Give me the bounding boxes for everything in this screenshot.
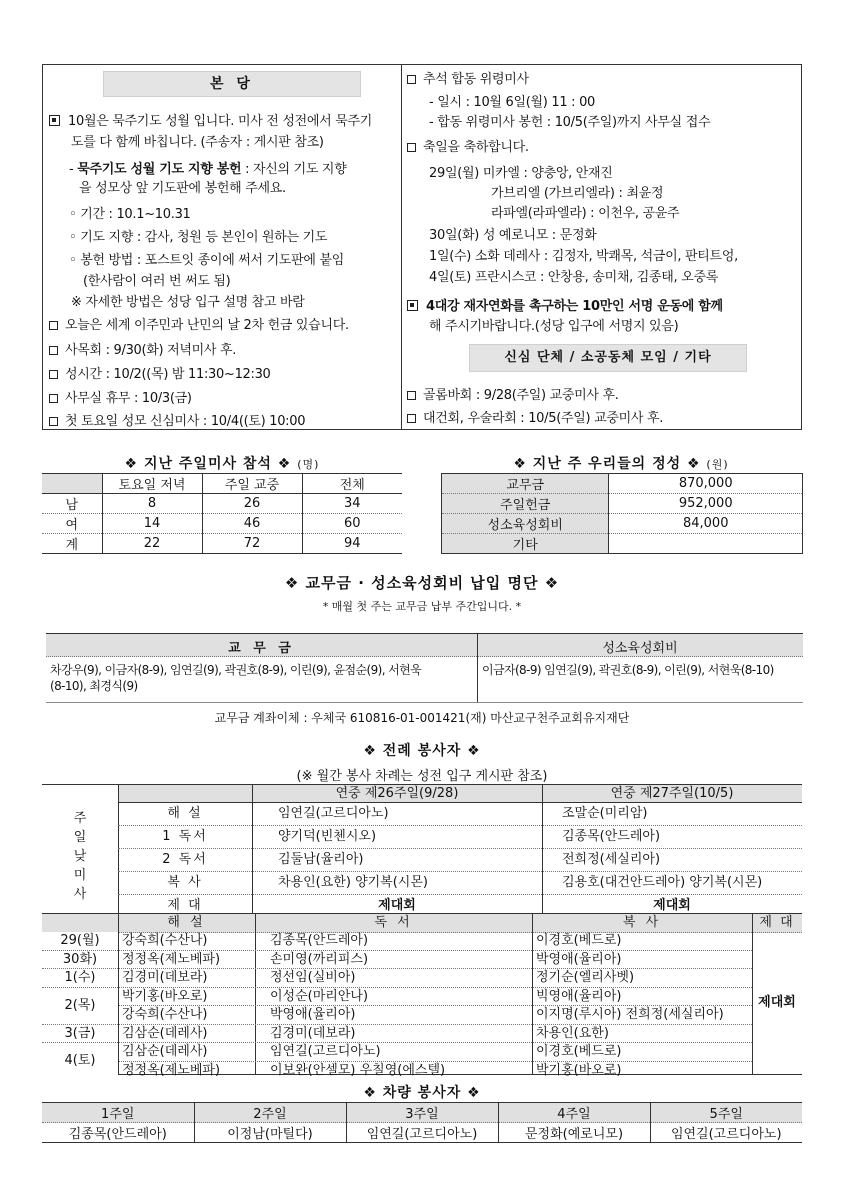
- reader: 김종목(안드레아): [270, 933, 369, 948]
- offerings-table: [441, 473, 803, 554]
- week2-server: 전희정(세실리아): [562, 852, 661, 867]
- role-label: 제 대: [167, 898, 203, 913]
- commentator: 김삼순(데레사): [122, 1044, 208, 1059]
- day-label: 2(목): [42, 988, 118, 1023]
- week2-server: 김용호(대건안드레아) 양기복(시몬): [562, 875, 763, 890]
- weekday-row: [42, 1025, 752, 1044]
- account-info: 교무금 계좌이체 : 우체국 610816-01-001421(재) 마산교구천주교회유지재단: [214, 711, 630, 725]
- header-cell: 전체: [302, 474, 402, 494]
- role-label: 해 설: [167, 806, 203, 821]
- filled-square-bullet-icon: [407, 300, 418, 311]
- method-text-line2: (한사람이 여러 번 써도 됨): [83, 274, 231, 289]
- drivers-table: [42, 1102, 802, 1143]
- server: 박기홍(바오로): [536, 1062, 622, 1078]
- reader: 이성순(마리안나): [270, 988, 369, 1004]
- square-bullet-icon: [49, 417, 58, 426]
- table-row: 남 8 26 34: [42, 494, 402, 514]
- feast-line: 30일(화) 성 예로니모 : 문정화: [429, 228, 597, 243]
- day-label: 29(월): [42, 932, 118, 950]
- week-header: 연중 제27주일(10/5): [610, 786, 734, 801]
- weekday-row: [42, 969, 752, 988]
- week1-server: 제대회: [378, 898, 416, 913]
- square-bullet-icon: [49, 370, 58, 379]
- server: 박영애(율리아): [536, 951, 622, 967]
- adoration-notice: 성시간 : 10/2((목) 밤 11:30~12:30: [49, 364, 271, 385]
- reader: 손미영(까리피스): [270, 951, 369, 967]
- square-bullet-icon: [407, 414, 416, 423]
- detail-note: ※ 자세한 방법은 성당 입구 설명 참고 바람: [71, 295, 305, 310]
- header-cell: 주일 교중: [202, 474, 302, 494]
- server: 정기순(엘리사벳): [536, 970, 635, 985]
- server: 이경호(베드로): [536, 1044, 622, 1059]
- week1-server: 양기덕(빈첸시오): [278, 829, 377, 844]
- feast-line: 가브리엘 (가브리엘라) : 최윤정: [491, 186, 664, 201]
- offering-notice: - 묵주기도 성월 기도 지향 봉헌 : 자신의 기도 지향: [69, 162, 347, 177]
- weekday-row: [42, 951, 752, 970]
- commentator: 정정옥(제노베파): [122, 1062, 221, 1078]
- reader: 박영애(율리아): [270, 1007, 356, 1022]
- square-bullet-icon: [49, 321, 58, 330]
- intention-text: ◦ 기도 지향 : 감사, 청원 등 본인이 원하는 기도: [69, 230, 328, 245]
- reader-header: 독 서: [374, 915, 413, 930]
- week2-server: 제대회: [653, 898, 691, 913]
- offerings-title: ❖ 지난 주 우리들의 정성 ❖ (원): [513, 456, 729, 472]
- commentator-header: 해 설: [167, 915, 206, 930]
- attendance-title: ❖ 지난 주일미사 참석 ❖ (명): [124, 456, 320, 472]
- dues-header: 교 무 금: [228, 641, 295, 656]
- week2-server: 김종목(안드레아): [562, 829, 661, 844]
- role-label: 2 독서: [162, 852, 208, 867]
- attendance-table: [42, 473, 402, 554]
- commentator: 김삼순(데레사): [122, 1025, 208, 1041]
- weekday-table: [42, 914, 802, 1078]
- commentator: 박기홍(바오로): [122, 988, 208, 1004]
- migrants-notice: 오늘은 세계 이주민과 난민의 날 2차 헌금 있습니다.: [49, 315, 349, 336]
- vocation-names: 이금자(8-9) 임연길(9), 곽권호(8-9), 이린(9), 서현욱(8-10): [482, 663, 774, 677]
- week2-server: 조말순(미리암): [562, 806, 648, 821]
- table-row: 주일헌금 952,000: [442, 494, 803, 514]
- sunday-role-row: [118, 849, 802, 872]
- feast-line: 4일(토) 프란시스코 : 안창용, 송미채, 김종태, 오중록: [429, 270, 718, 285]
- commentator: 강숙희(수산나): [122, 1007, 208, 1022]
- week1-server: 차용인(요한) 양기복(시몬): [278, 875, 428, 890]
- day-label: 3(금): [42, 1025, 118, 1043]
- rosary-notice-line2: 도를 다 함께 바칩니다. (주송자 : 게시판 참조): [71, 135, 324, 150]
- server-header: 복 사: [622, 915, 662, 930]
- weekday-row: [42, 988, 752, 1013]
- day-label: 4(토): [42, 1043, 118, 1078]
- table-row: 김종목(안드레아) 이정남(마틸다) 임연길(고르디아노) 문정화(예로니모) 임연길(고르디아노): [42, 1123, 802, 1143]
- reader: 정선임(실비아): [270, 970, 356, 985]
- groups-title: 신심 단체 / 소공동체 모임 / 기타: [469, 344, 747, 372]
- week-header: 연중 제26주일(9/28): [335, 786, 459, 801]
- commentator: 정정옥(제노베파): [122, 951, 221, 967]
- square-bullet-icon: [407, 75, 416, 84]
- group-notice: 대건회, 우술라회 : 10/5(주일) 교중미사 후.: [407, 408, 663, 429]
- dues-title: ❖ 교무금 · 성소육성회비 납입 명단 ❖: [284, 574, 560, 592]
- feast-line: 29일(월) 미카엘 : 양충앙, 안재진: [429, 166, 613, 181]
- rivers-notice: 4대강 재자연화를 촉구하는 10만인 서명 운동에 함께: [407, 296, 723, 317]
- feast-line: 1일(수) 소화 데레사 : 김정자, 박쾌목, 석금이, 판티트엉,: [429, 249, 738, 264]
- rosary-notice: 10월은 묵주기도 성월 입니다. 미사 전 성전에서 묵주기: [49, 111, 372, 132]
- server: 이지명(루시아) 전희정(세실리아): [536, 1007, 724, 1022]
- sunday-role-row: [118, 872, 802, 895]
- server: 이경호(베드로): [536, 933, 622, 948]
- parish-title: 본 당: [103, 71, 361, 97]
- week1-server: 김둘남(율리아): [278, 852, 364, 867]
- header-cell: [42, 474, 102, 494]
- drivers-title: ❖ 차량 봉사자 ❖: [363, 1085, 481, 1101]
- dues-table: [46, 633, 803, 703]
- vocation-header: 성소육성회비: [602, 641, 678, 656]
- square-bullet-icon: [407, 143, 416, 152]
- chuseok-notice: 추석 합동 위령미사: [407, 69, 529, 90]
- server: 차용인(요한): [536, 1025, 609, 1041]
- server: 빅영애(율리아): [536, 988, 622, 1004]
- sunday-mass-label: 주 일 낮 미 사: [73, 811, 87, 902]
- offering-notice-line2: 을 성모상 앞 기도판에 봉헌해 주세요.: [79, 181, 286, 196]
- office-closed-notice: 사무실 휴무 : 10/3(금): [49, 388, 192, 409]
- filled-square-bullet-icon: [49, 115, 60, 126]
- chuseok-offer: - 합동 위령미사 봉헌 : 10/5(주일)까지 사무실 접수: [429, 115, 711, 130]
- table-row: 교무금 870,000: [442, 474, 803, 494]
- group-notice: 골롬바회 : 9/28(주일) 교중미사 후.: [407, 385, 619, 406]
- header-cell: 토요일 저녁: [102, 474, 202, 494]
- rivers-notice-line2: 해 주시기바랍니다.(성당 입구에 서명지 있음): [429, 319, 679, 334]
- feast-line: 라파엘(라파엘라) : 이천우, 공윤주: [491, 206, 680, 221]
- day-label: 30화): [42, 951, 118, 969]
- sunday-table: [42, 784, 802, 914]
- altar-header: 제 대: [759, 915, 795, 930]
- table-row: 계 22 72 94: [42, 534, 402, 554]
- reader: 임연길(고르디아노): [270, 1044, 381, 1059]
- council-notice: 사목회 : 9/30(화) 저녁미사 후.: [49, 340, 236, 361]
- sunday-role-row: [118, 826, 802, 849]
- altar-weekday: 제대회: [758, 995, 796, 1010]
- notice-box: [42, 64, 802, 430]
- table-row: 기타: [442, 534, 803, 554]
- table-row: 성소육성회비 84,000: [442, 514, 803, 534]
- reader: 김경미(데보라): [270, 1025, 356, 1041]
- feast-notice: 축일을 축하합니다.: [407, 137, 529, 158]
- method-text: ◦ 봉헌 방법 : 포스트잇 종이에 써서 기도판에 붙임: [69, 253, 345, 268]
- first-saturday-notice: 첫 토요일 성모 신심미사 : 10/4((토) 10:00: [49, 411, 305, 432]
- role-label: 복 사: [167, 875, 203, 890]
- sunday-role-row: [118, 803, 802, 826]
- weekday-row: [42, 1043, 752, 1068]
- liturgy-title: ❖ 전례 봉사자 ❖: [363, 743, 481, 759]
- chuseok-date: - 일시 : 10월 6일(월) 11 : 00: [429, 95, 596, 110]
- commentator: 강숙희(수산나): [122, 933, 208, 948]
- day-label: 1(수): [42, 969, 118, 987]
- table-row: 여 14 46 60: [42, 514, 402, 534]
- reader: 이보완(안셀모) 우칠영(에스텔): [270, 1062, 446, 1078]
- liturgy-note: (※ 월간 봉사 차례는 성전 입구 게시판 참조): [296, 769, 548, 784]
- dues-names: 차강우(9), 이금자(8-9), 임연길(9), 곽권호(8-9), 이린(9), 윤점순(9), 서현욱 (8-10), 최경식(9): [50, 663, 422, 693]
- weekday-row: [42, 1006, 752, 1025]
- weekday-row: [42, 932, 752, 951]
- role-label: 1 독서: [162, 829, 208, 844]
- table-row: 1주일 2주일 3주일 4주일 5주일: [42, 1103, 802, 1123]
- dues-subtitle: * 매월 첫 주는 교무금 납부 주간입니다. *: [322, 600, 522, 613]
- column-divider: [401, 65, 402, 429]
- week1-server: 임연길(고르디아노): [278, 806, 389, 821]
- weekday-row: [42, 1062, 752, 1080]
- commentator: 김경미(데보라): [122, 970, 208, 985]
- period-text: ◦ 기간 : 10.1~10.31: [69, 207, 191, 222]
- square-bullet-icon: [407, 391, 416, 400]
- square-bullet-icon: [49, 346, 58, 355]
- square-bullet-icon: [49, 394, 58, 403]
